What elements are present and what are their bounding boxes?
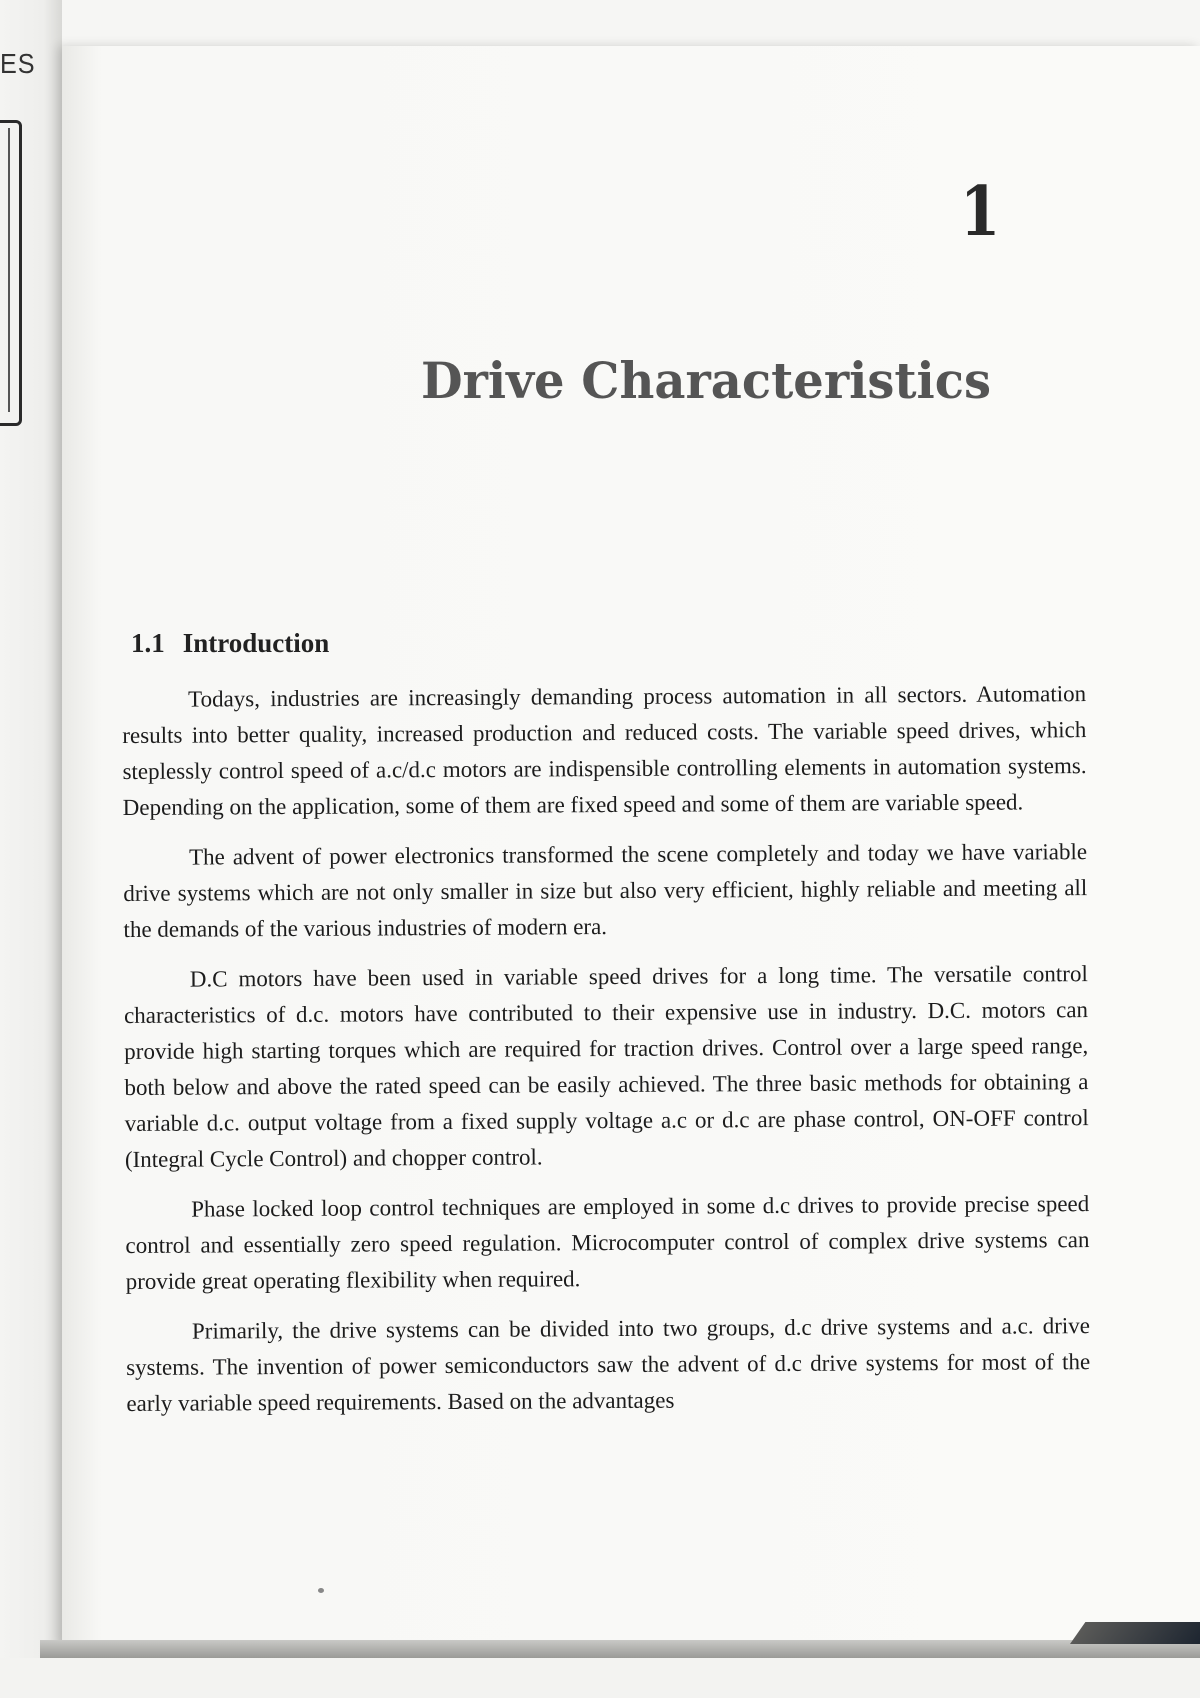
page-corner-shadow xyxy=(1070,1622,1200,1644)
section-number: 1.1 xyxy=(131,628,165,658)
adjacent-page-frame-inner xyxy=(0,128,10,412)
body-text xyxy=(122,676,1091,1436)
paragraph-4: Phase locked loop control techniques are employed in some d.c drives to provide precise speed control and essentially zero speed regulation. Microcomputer control of complex drive systems can provide great operating flexibility when required. xyxy=(125,1191,1090,1294)
chapter-title: Drive Characteristics xyxy=(421,351,992,410)
adjacent-page xyxy=(0,0,62,1698)
section-heading xyxy=(131,630,329,657)
chapter-number: 1 xyxy=(960,172,1001,252)
paragraph-3: D.C motors have been used in variable speed drives for a long time. The versatile control characteristics of d.c. motors have contributed to their expensive use in industry. D.C. motors can provide high starting torques which are required for traction drives. Control over a large speed range, both below and above the rated speed can be easily achieved. The three basic methods for obtaining a variable d.c. output voltage from a fixed supply voltage a.c or d.c are phase control, ON-OFF control (Integral Cycle Control) and chopper control. xyxy=(123,961,1089,1172)
paper-speck xyxy=(318,1588,324,1593)
page-edge-shadow xyxy=(40,1640,1200,1658)
paragraph-1: Todays, industries are increasingly demanding process automation in all sectors. Automation results into better quality, increased production and reduced costs. The variable speed drives, which steplessly control speed of a.c/d.c motors are indispensible controlling elements in automation systems. Depending on the application, some of them are fixed speed and some of them are variable speed. xyxy=(122,681,1087,820)
background-surface xyxy=(0,1658,1200,1698)
section-title: Introduction xyxy=(182,628,330,658)
paragraph-5: Primarily, the drive systems can be divided into two groups, d.c drive systems and a.c. drive systems. The invention of power semiconductors saw the advent of d.c drive systems for most of the early variable speed requirements. Based on the advantages xyxy=(126,1313,1091,1416)
paragraph-2: The advent of power electronics transformed the scene completely and today we have variable drive systems which are not only smaller in size but also very efficient, highly reliable and meeting all the demands of the various industries of modern era. xyxy=(123,839,1088,942)
adjacent-page-header: ES xyxy=(0,48,36,79)
